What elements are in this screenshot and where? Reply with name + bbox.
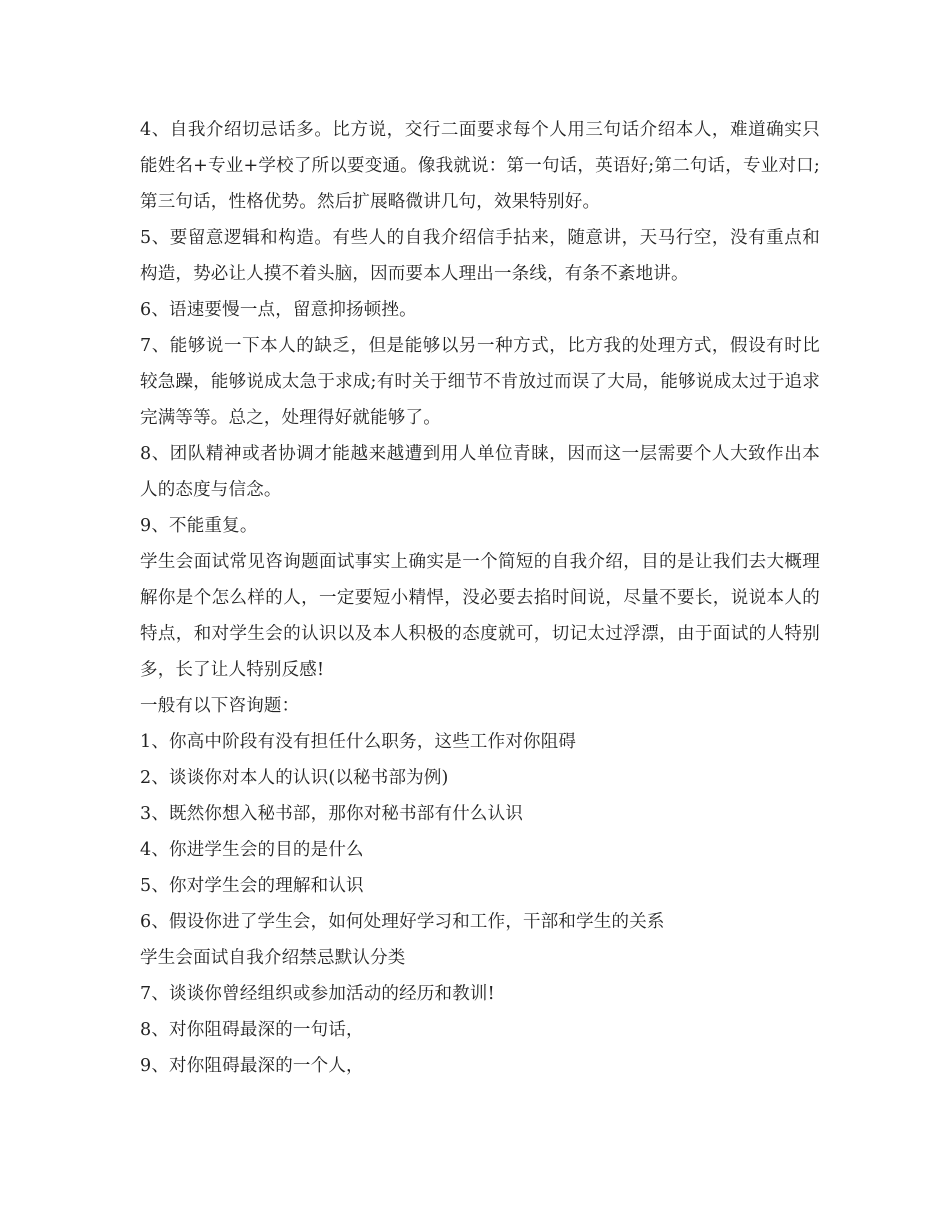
list-item-question-1: 1、你高中阶段有没有担任什么职务，这些工作对你阻碍 (140, 732, 577, 752)
list-item-question-9: 9、对你阻碍最深的一个人， (140, 1056, 364, 1076)
list-item-question-2: 2、谈谈你对本人的认识(以秘书部为例) (140, 768, 449, 788)
list-item-question-3: 3、既然你想入秘书部，那你对秘书部有什么认识 (140, 804, 524, 824)
document-body (140, 112, 820, 1084)
paragraph-tip-4: 4、自我介绍切忌话多。比方说，交行二面要求每个人用三句话介绍本人，难道确实只能姓名+专业+学校了所以要变通。像我就说：第一句话，英语好;第二句话，专业对口;第三句话，性格优势。然后扩展略微讲几句，效果特别好。 (140, 120, 820, 212)
list-item-question-6: 6、假设你进了学生会，如何处理好学习和工作，干部和学生的关系 (140, 912, 665, 932)
paragraph-tip-8: 8、团队精神或者协调才能越来越遭到用人单位青睐，因而这一层需要个人大致作出本人的态度与信念。 (140, 444, 820, 500)
paragraph-tip-5: 5、要留意逻辑和构造。有些人的自我介绍信手拈来，随意讲，天马行空，没有重点和构造，势必让人摸不着头脑，因而要本人理出一条线，有条不紊地讲。 (140, 228, 820, 284)
paragraph-tip-9: 9、不能重复。 (140, 516, 258, 536)
paragraph-tip-7: 7、能够说一下本人的缺乏，但是能够以另一种方式，比方我的处理方式，假设有时比较急躁，能够说成太急于求成;有时关于细节不肯放过而误了大局，能够说成太过于追求完满等等。总之，处理得好就能够了。 (140, 336, 820, 428)
list-item-question-5: 5、你对学生会的理解和认识 (140, 876, 364, 896)
list-item-question-7: 7、谈谈你曾经组织或参加活动的经历和教训! (140, 984, 495, 1004)
paragraph-questions-heading: 一般有以下咨询题： (140, 696, 300, 716)
paragraph-interview-intro: 学生会面试常见咨询题面试事实上确实是一个简短的自我介绍，目的是让我们去大概理解你是个怎么样的人，一定要短小精悍，没必要去掐时间说，尽量不要长，说说本人的特点，和对学生会的认识以及本人积极的态度就可，切记太过浮漂，由于面试的人特别多，长了让人特别反感! (140, 552, 820, 680)
list-item-question-8: 8、对你阻碍最深的一句话， (140, 1020, 364, 1040)
section-subtitle: 学生会面试自我介绍禁忌默认分类 (140, 948, 406, 968)
list-item-question-4: 4、你进学生会的目的是什么 (140, 840, 364, 860)
paragraph-tip-6: 6、语速要慢一点，留意抑扬顿挫。 (140, 300, 417, 320)
